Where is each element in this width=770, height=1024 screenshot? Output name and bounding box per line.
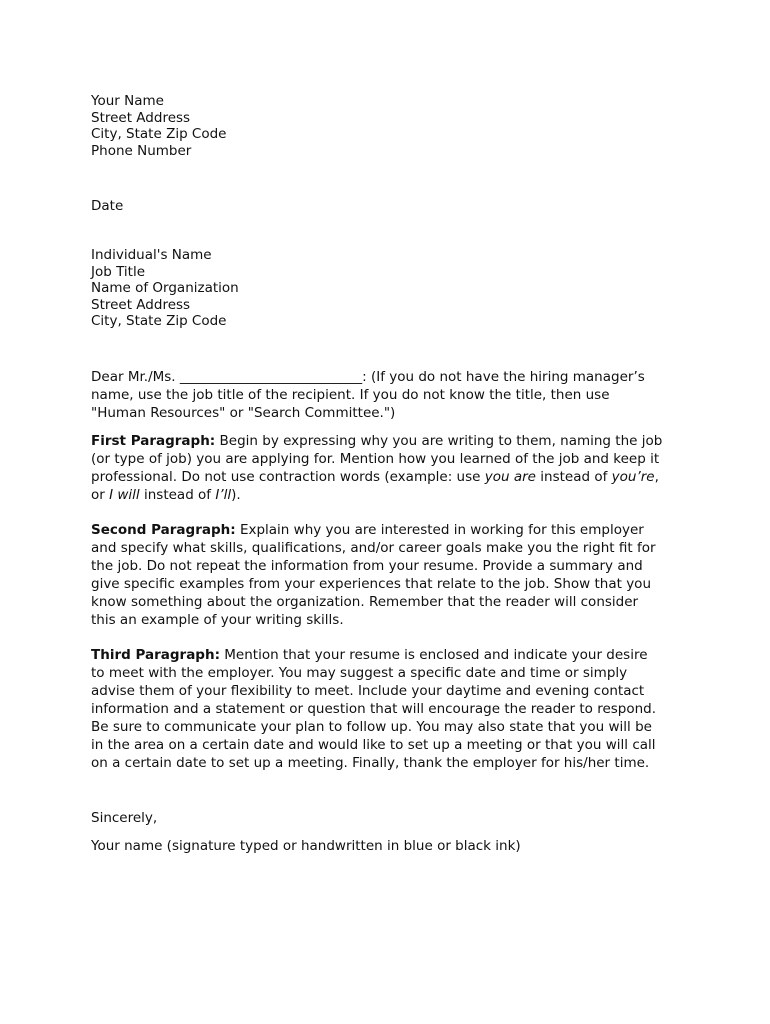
- example-phrase: I will: [109, 487, 140, 503]
- sender-street: Street Address: [91, 109, 191, 126]
- paragraph-line: in the area on a certain date and would like to set up a meeting or that you will call: [91, 737, 656, 753]
- paragraph-line: professional. Do not use contraction words (example: use you are instead of you’re,: [91, 469, 659, 485]
- paragraph-heading: First Paragraph:: [91, 433, 216, 449]
- paragraph-line: know something about the organization. Remember that the reader will consider: [91, 594, 639, 610]
- sender-phone: Phone Number: [91, 142, 192, 159]
- paragraph-line: information and a statement or question that will encourage the reader to respond.: [91, 701, 657, 717]
- signature-block: [91, 838, 691, 855]
- recipient-name: Individual's Name: [91, 247, 212, 263]
- paragraph-line: Third Paragraph: Mention that your resume is enclosed and indicate your desire: [91, 647, 648, 663]
- first-paragraph: [91, 432, 691, 504]
- closing: Sincerely,: [91, 810, 158, 826]
- paragraph-line: the job. Do not repeat the information from your resume. Provide a summary and: [91, 558, 643, 574]
- sender-city-state-zip: City, State Zip Code: [91, 126, 227, 142]
- sender-address-block: [91, 93, 691, 159]
- paragraph-line: Second Paragraph: Explain why you are interested in working for this employer: [91, 522, 644, 538]
- letter-date: Date: [91, 198, 124, 214]
- second-paragraph: [91, 521, 691, 629]
- paragraph-line: advise them of your flexibility to meet. Include your daytime and evening contact: [91, 683, 645, 699]
- recipient-city-state-zip: City, State Zip Code: [91, 313, 227, 329]
- paragraph-line: Be sure to communicate your plan to follow up. You may also state that you will be: [91, 719, 652, 735]
- recipient-street: Street Address: [91, 296, 191, 313]
- paragraph-line: or I will instead of I’ll).: [91, 487, 241, 503]
- example-phrase: you are: [484, 469, 536, 485]
- date-block: [91, 198, 691, 215]
- paragraph-line: on a certain date to set up a meeting. Finally, thank the employer for his/her time.: [91, 755, 650, 771]
- paragraph-line: (or type of job) you are applying for. Mention how you learned of the job and keep it: [91, 451, 660, 467]
- paragraph-heading: Third Paragraph:: [91, 647, 220, 663]
- recipient-address-block: [91, 247, 691, 330]
- paragraph-heading: Second Paragraph:: [91, 522, 236, 538]
- paragraph-line: this an example of your writing skills.: [91, 612, 344, 628]
- salutation-line: name, use the job title of the recipient. If you do not know the title, then use: [91, 387, 610, 403]
- third-paragraph: [91, 646, 691, 772]
- signature-note: Your name (signature typed or handwritten in blue or black ink): [91, 838, 521, 854]
- recipient-organization: Name of Organization: [91, 280, 239, 296]
- example-contraction: you’re: [611, 469, 655, 485]
- salutation-line: Dear Mr./Ms. ___________________________: (If you do not have the hiring manager’s: [91, 369, 645, 385]
- sender-name: Your Name: [91, 93, 164, 109]
- example-contraction: I’ll: [215, 487, 232, 503]
- paragraph-line: give specific examples from your experiences that relate to the job. Show that you: [91, 576, 651, 592]
- salutation-line: "Human Resources" or "Search Committee."): [91, 405, 396, 421]
- recipient-job-title: Job Title: [91, 263, 146, 280]
- paragraph-line: and specify what skills, qualifications, and/or career goals make you the right fit for: [91, 540, 656, 556]
- paragraph-line: to meet with the employer. You may suggest a specific date and time or simply: [91, 665, 628, 681]
- closing-block: [91, 810, 691, 827]
- salutation: [91, 368, 691, 422]
- paragraph-line: First Paragraph: Begin by expressing why you are writing to them, naming the job: [91, 433, 663, 449]
